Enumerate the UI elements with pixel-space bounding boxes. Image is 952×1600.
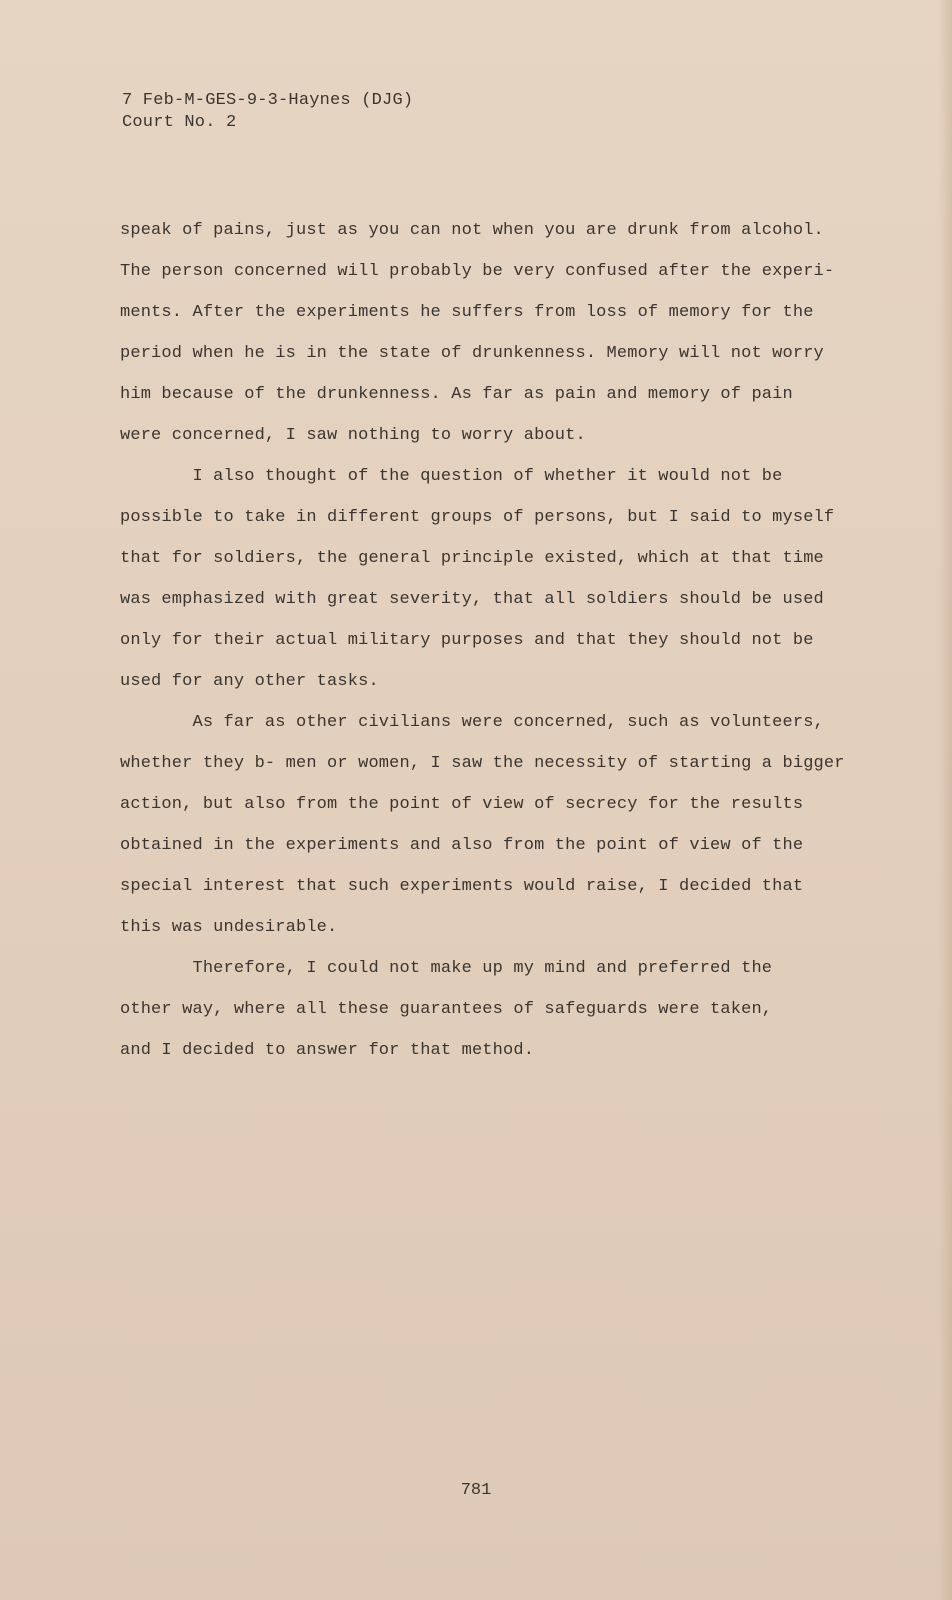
text-line: and I decided to answer for that method. (120, 1041, 535, 1060)
text-line: Therefore, I could not make up my mind and preferred the (120, 959, 773, 978)
text-line: action, but also from the point of view of secrecy for the results (120, 795, 804, 814)
text-line: possible to take in different groups of persons, but I said to myself (120, 508, 835, 527)
page-number: 781 (460, 1481, 492, 1500)
text-line: were concerned, I saw nothing to worry about. (120, 426, 586, 445)
text-line: only for their actual military purposes and that they should not be (120, 631, 814, 650)
text-line: period when he is in the state of drunkenness. Memory will not worry (120, 344, 824, 363)
text-line: used for any other tasks. (120, 672, 379, 691)
text-line: that for soldiers, the general principle existed, which at that time (120, 549, 824, 568)
text-line: speak of pains, just as you can not when you are drunk from alcohol. (120, 221, 824, 240)
text-line: The person concerned will probably be very confused after the experi- (120, 262, 835, 281)
text-line: other way, where all these guarantees of safeguards were taken, (120, 1000, 773, 1019)
text-line: this was undesirable. (120, 918, 338, 937)
text-line: was emphasized with great severity, that all soldiers should be used (120, 590, 824, 609)
text-line: obtained in the experiments and also from the point of view of the (120, 836, 804, 855)
text-line: him because of the drunkenness. As far as pain and memory of pain (120, 385, 793, 404)
text-line: As far as other civilians were concerned, such as volunteers, (120, 713, 824, 732)
text-line: whether they b- men or women, I saw the necessity of starting a bigger (120, 754, 845, 773)
document-header (122, 90, 413, 134)
text-line: I also thought of the question of whether it would not be (120, 467, 783, 486)
text-line: special interest that such experiments would raise, I decided that (120, 877, 804, 896)
reference-line: 7 Feb-M-GES-9-3-Haynes (DJG) (122, 91, 414, 110)
text-line: ments. After the experiments he suffers from loss of memory for the (120, 303, 814, 322)
court-line: Court No. 2 (122, 113, 237, 132)
transcript-body (120, 210, 845, 1071)
